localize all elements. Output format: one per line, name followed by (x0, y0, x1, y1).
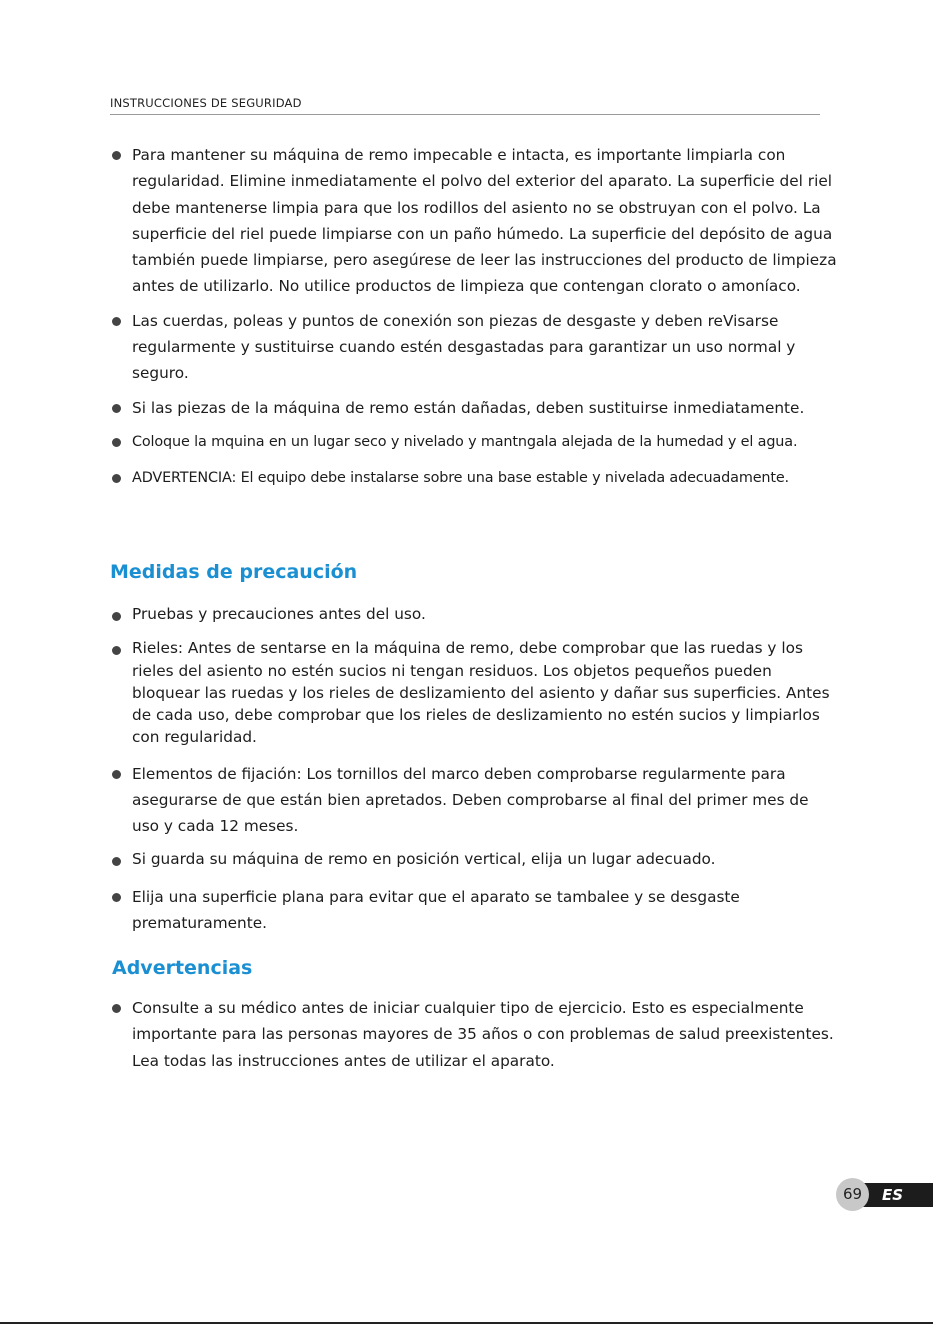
list-item: Elija una superficie plana para evitar que el aparato se tambalee y se desgaste prematuramente. (110, 884, 840, 937)
list-item: Si las piezas de la máquina de remo están dañadas, deben sustituirse inmediatamente. (110, 395, 840, 421)
list-item: Consulte a su médico antes de iniciar cualquier tipo de ejercicio. Esto es especialmente importante para las personas mayores de 35 años o con problemas de salud preexistentes. Lea todas las instrucciones antes de utilizar el aparato. (110, 995, 840, 1074)
list-item: Si guarda su máquina de remo en posición vertical, elija un lugar adecuado. (110, 848, 840, 870)
page-number: 69 (836, 1178, 869, 1211)
language-tab: ES (860, 1183, 933, 1207)
warnings-list (110, 995, 840, 1074)
precautions-heading: Medidas de precaución (110, 561, 358, 583)
warnings-heading: Advertencias (112, 957, 253, 979)
list-item: Pruebas y precauciones antes del uso. (110, 603, 840, 625)
list-item: Elementos de fijación: Los tornillos del marco deben comprobarse regularmente para asegurarse de que están bien apretados. Deben comprobarse al final del primer mes de uso y cada 12 meses. (110, 761, 840, 840)
list-item: Para mantener su máquina de remo impecable e intacta, es importante limpiarla con regularidad. Elimine inmediatamente el polvo del exterior del aparato. La superficie del riel debe mantenerse limpia para que los rodillos del asiento no se obstruyan con el polvo. La superficie del riel puede limpiarse con un paño húmedo. La superficie del depósito de agua también puede limpiarse, pero asegúrese de leer las instrucciones del producto de limpieza antes de utilizarlo. No utilice productos de limpieza que contengan clorato o amoníaco. (110, 142, 840, 300)
page-header: INSTRUCCIONES DE SEGURIDAD (110, 96, 820, 115)
cleaning-list (110, 142, 840, 492)
precautions-list (110, 603, 840, 937)
list-item: Coloque la mquina en un lugar seco y nivelado y mantngala alejada de la humedad y el agua. (110, 429, 840, 455)
list-item: ADVERTENCIA: El equipo debe instalarse sobre una base estable y nivelada adecuadamente. (110, 465, 840, 491)
list-item: Las cuerdas, poleas y puntos de conexión son piezas de desgaste y deben reVisarse regularmente y sustituirse cuando estén desgastadas para garantizar un uso normal y seguro. (110, 308, 840, 387)
list-item: Rieles: Antes de sentarse en la máquina de remo, debe comprobar que las ruedas y los rieles del asiento no estén sucios ni tengan residuos. Los objetos pequeños pueden bloquear las ruedas y los rieles de deslizamiento del asiento y dañar sus superficies. Antes de cada uso, debe comprobar que los rieles de deslizamiento no estén sucios y limpiarlos con regularidad. (110, 637, 840, 748)
